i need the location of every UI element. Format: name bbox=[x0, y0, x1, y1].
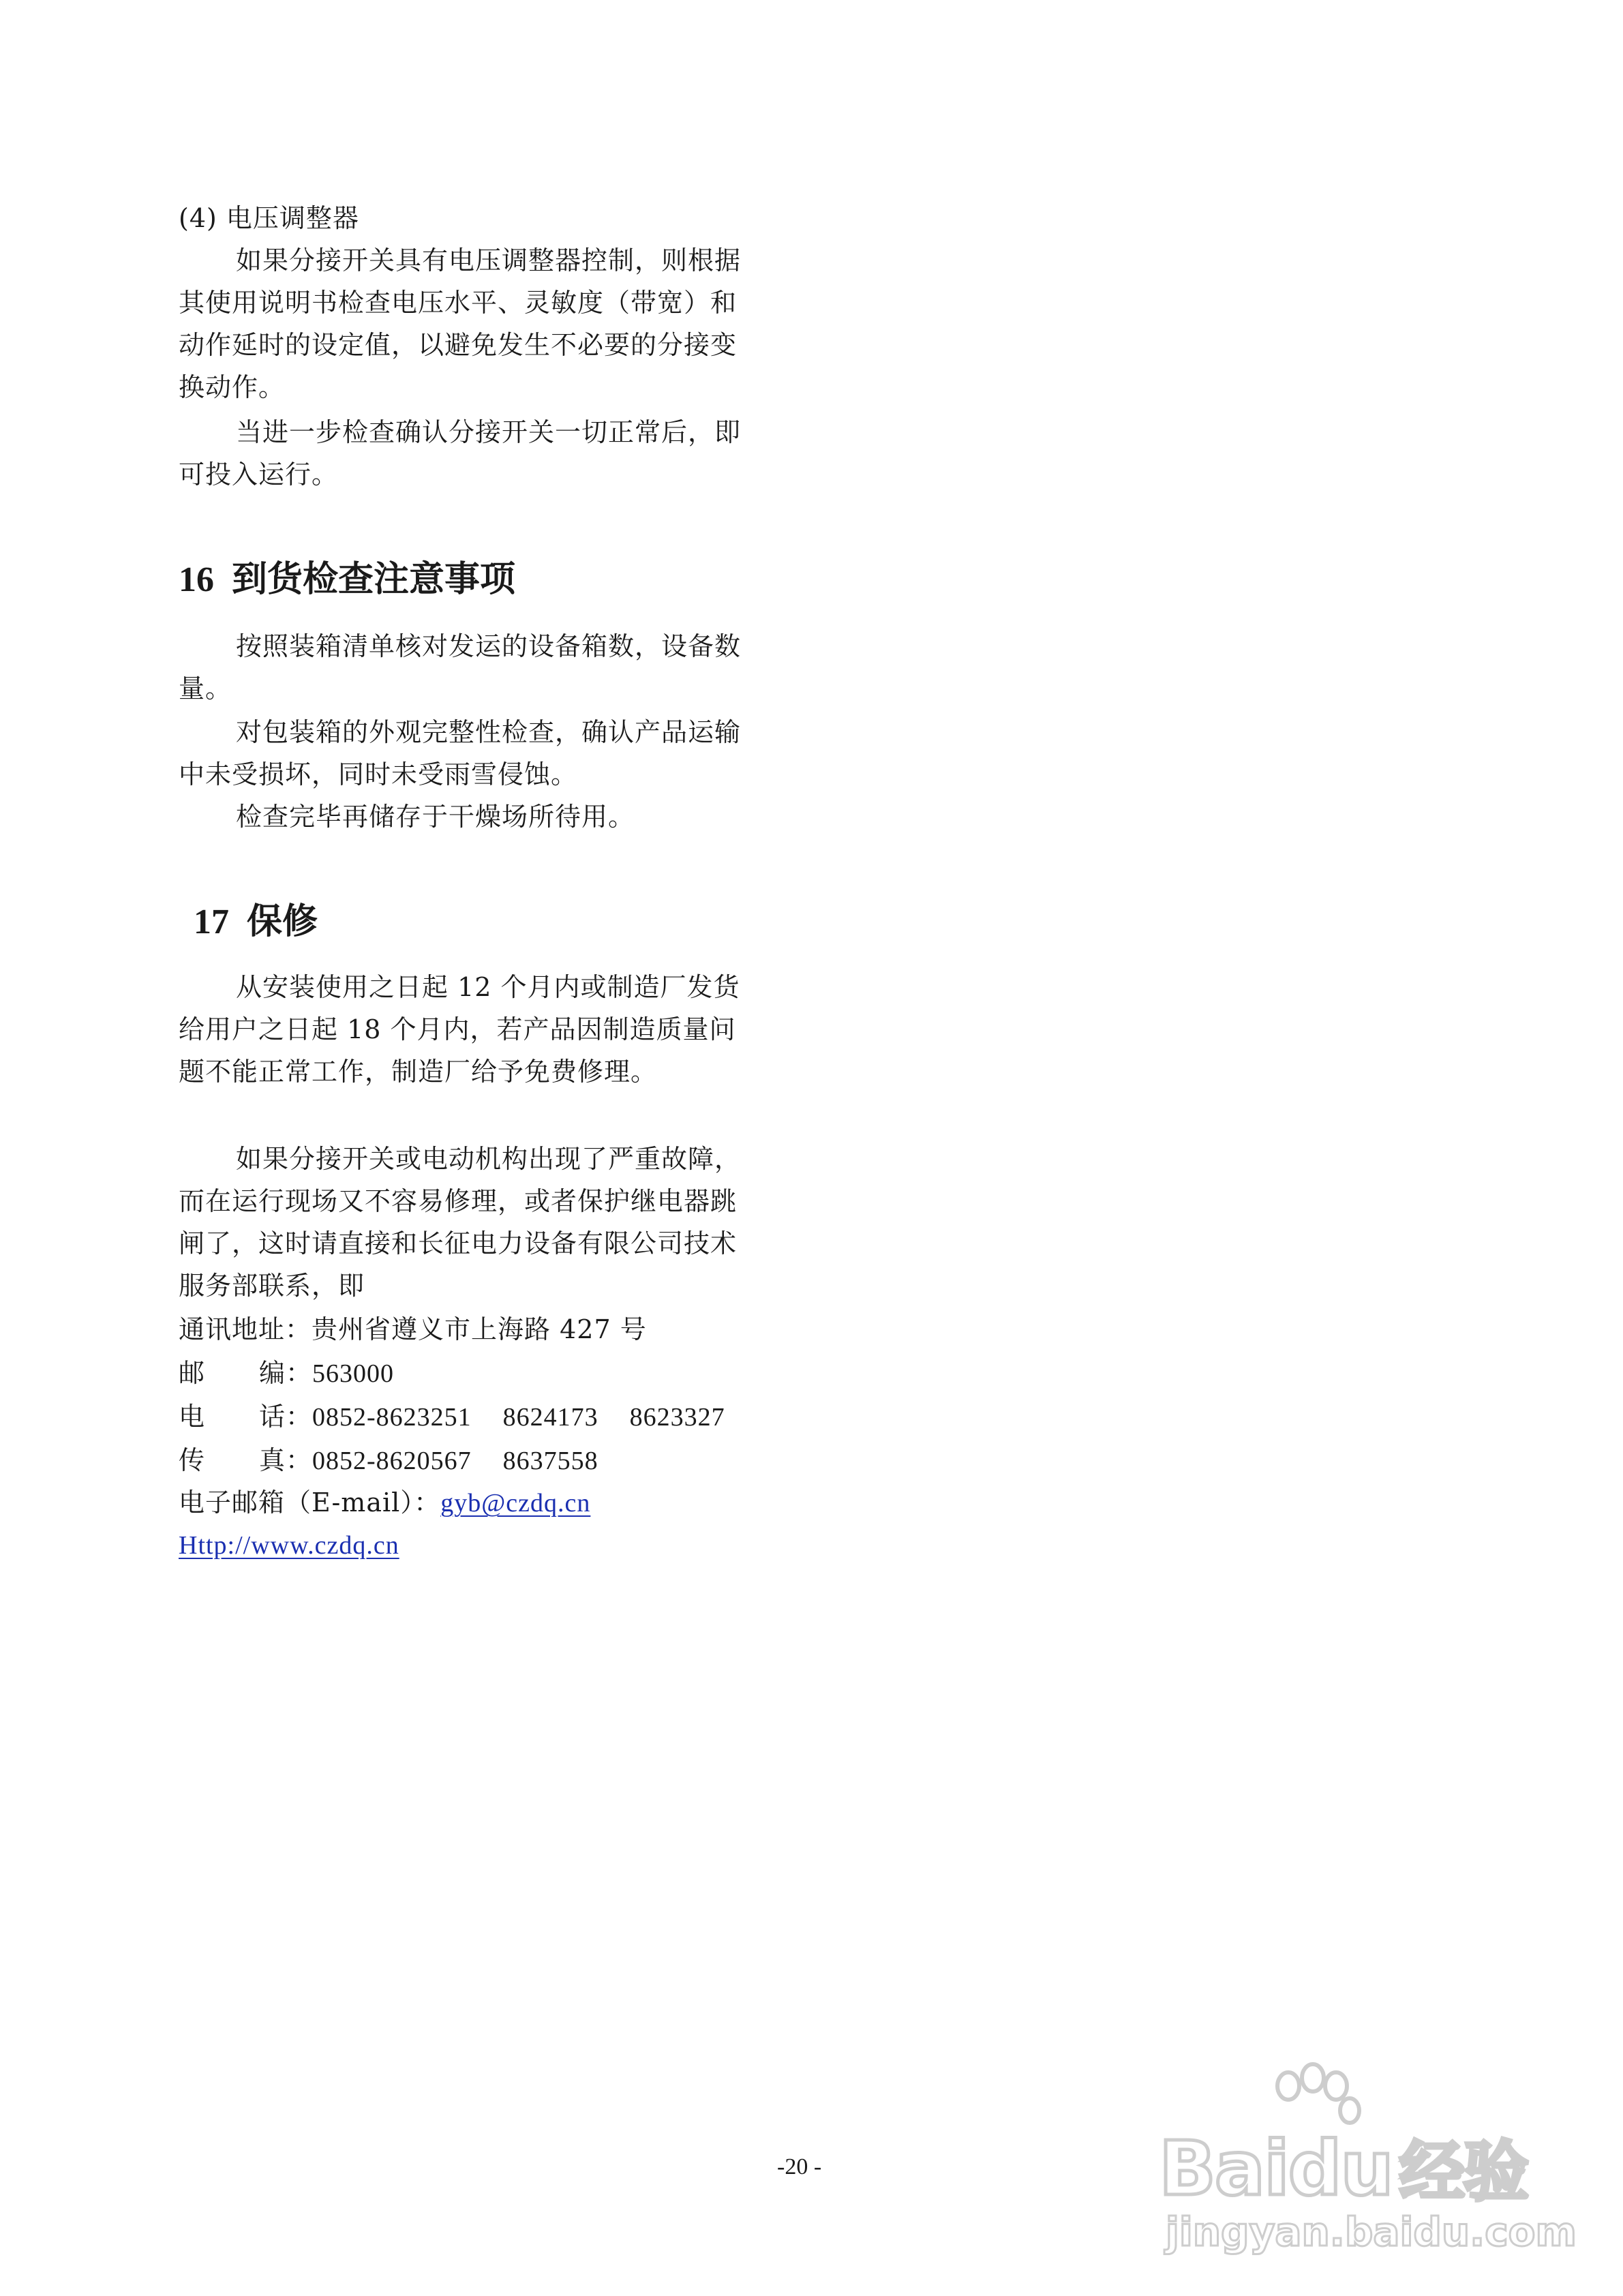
paragraph-line: 如果分接开关具有电压调整器控制，则根据 bbox=[236, 245, 742, 275]
postcode-value: 563000 bbox=[312, 1359, 395, 1388]
section-title: 到货检查注意事项 bbox=[232, 559, 516, 600]
paragraph-line: 服务部联系，即 bbox=[179, 1271, 365, 1301]
section-number: 16 bbox=[179, 560, 214, 599]
section-17-heading bbox=[194, 900, 318, 944]
fax-value: 0852-8620567 bbox=[312, 1447, 472, 1475]
paragraph-line: 中未受损坏，同时未受雨雪侵蚀。 bbox=[179, 759, 578, 789]
contact-fax bbox=[179, 1444, 598, 1477]
contact-phone bbox=[179, 1400, 725, 1434]
address-label: 通讯地址： bbox=[179, 1314, 312, 1344]
address-value: 贵州省遵义市上海路 427 号 bbox=[312, 1314, 647, 1344]
page-number: -20 - bbox=[777, 2154, 822, 2179]
website-link[interactable]: Http://www.czdq.cn bbox=[179, 1531, 399, 1560]
paragraph-line: 按照装箱清单核对发运的设备箱数，设备数 bbox=[236, 631, 742, 661]
paragraph-line: 当进一步检查确认分接开关一切正常后，即 bbox=[236, 417, 742, 447]
contact-postcode bbox=[179, 1357, 394, 1390]
phone-label-a: 电 bbox=[179, 1402, 206, 1432]
section-number: 17 bbox=[194, 903, 229, 941]
fax-label-b: 真： bbox=[259, 1445, 313, 1475]
phone-label-b: 话： bbox=[259, 1402, 313, 1432]
paragraph-line: 给用户之日起 18 个月内，若产品因制造质量问 bbox=[179, 1014, 736, 1044]
paragraph-line: 对包装箱的外观完整性检查，确认产品运输 bbox=[236, 717, 742, 747]
email-label: 电子邮箱（E-mail）： bbox=[179, 1487, 441, 1517]
paragraph-line: 而在运行现场又不容易修理，或者保护继电器跳 bbox=[179, 1186, 738, 1216]
phone-value: 8624173 bbox=[502, 1403, 598, 1432]
paragraph-line: 检查完毕再储存于干燥场所待用。 bbox=[236, 802, 635, 832]
fax-value: 8637558 bbox=[502, 1447, 598, 1475]
email-link[interactable]: gyb@czdq.cn bbox=[440, 1489, 591, 1517]
watermark-url: jingyan.baidu.com bbox=[1166, 2209, 1577, 2255]
watermark-brand: Baidu 经验 bbox=[1159, 2125, 1528, 2212]
paragraph-line: 动作延时的设定值，以避免发生不必要的分接变 bbox=[179, 330, 738, 360]
contact-website bbox=[179, 1528, 399, 1562]
postcode-label-a: 邮 bbox=[179, 1358, 206, 1388]
fax-label-a: 传 bbox=[179, 1445, 206, 1475]
phone-value: 0852-8623251 bbox=[312, 1403, 472, 1432]
watermark bbox=[1152, 2059, 1577, 2263]
contact-address bbox=[179, 1313, 647, 1346]
section-16-heading bbox=[179, 558, 515, 602]
contact-email bbox=[179, 1486, 590, 1520]
paragraph-line: 量。 bbox=[179, 674, 232, 704]
paragraph-line: 闸了，这时请直接和长征电力设备有限公司技术 bbox=[179, 1228, 738, 1258]
paragraph-line: 从安装使用之日起 12 个月内或制造厂发货 bbox=[236, 972, 740, 1002]
subsection-heading: (4) 电压调整器 bbox=[179, 203, 359, 233]
paragraph-line: 其使用说明书检查电压水平、灵敏度（带宽）和 bbox=[179, 288, 738, 318]
paragraph-line: 可投入运行。 bbox=[179, 459, 339, 489]
phone-value: 8623327 bbox=[629, 1403, 725, 1432]
postcode-label-b: 编： bbox=[259, 1358, 313, 1388]
paragraph-line: 题不能正常工作，制造厂给予免费修理。 bbox=[179, 1057, 658, 1087]
paragraph-line: 如果分接开关或电动机构出现了严重故障， bbox=[236, 1144, 742, 1174]
section-title: 保修 bbox=[247, 901, 318, 942]
paragraph-line: 换动作。 bbox=[179, 372, 286, 402]
